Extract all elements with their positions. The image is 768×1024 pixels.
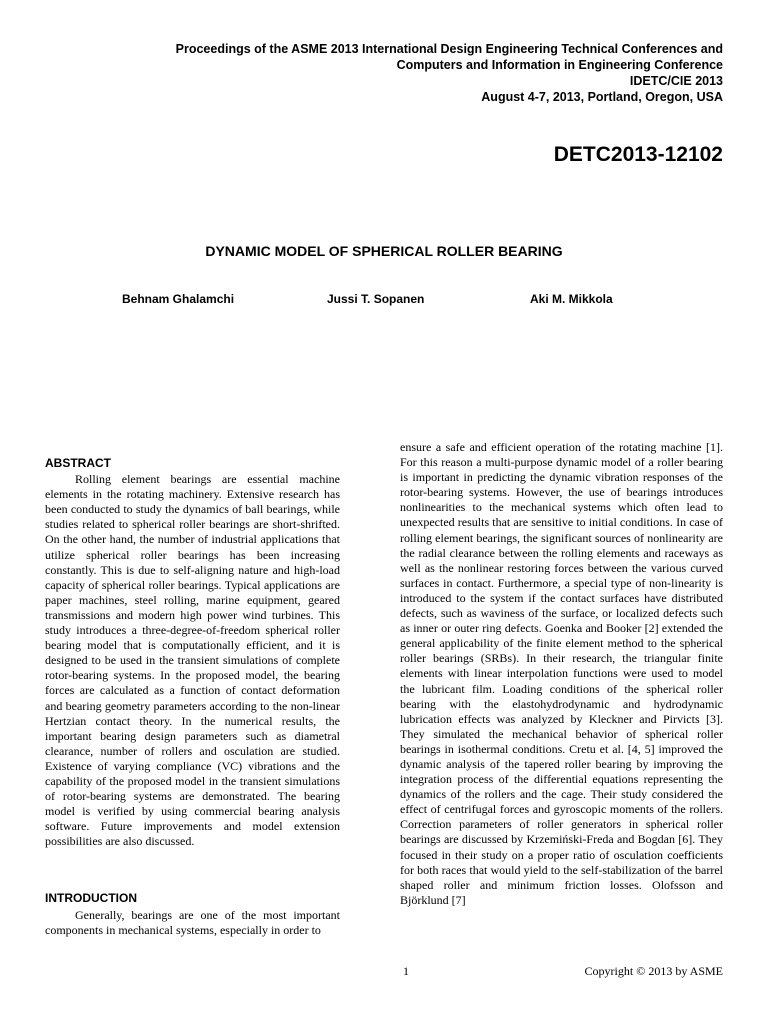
author-2: Jussi T. Sopanen: [327, 292, 425, 306]
right-column-text: ensure a safe and efficient operation of the rotating machine [1]. For this reason a multi-purpose dynamic model of a roller bearing is important in predicting the dynamic vibration responses of the rotor-bearing systems. However, the use of bearings introduces nonlinearities to the mechanical systems which often lead to unexpected results that are sensitive to initial conditions. In case of rolling element bearings, the significant sources of nonlinearity are the radial clearance between the rolling elements and raceways as well as the nonlinear restoring forces between the various curved surfaces in contact. Furthermore, a special type of non-linearity is introduced to the system if the contact surfaces have distributed defects, such as waviness of the surface, or localized defects such as inner or outer ring defects. Goenka and Booker [2] extended the general applicability of the finite element method to the spherical roller bearings (SRBs). In their research, the triangular finite elements with linear interpolation functions were used to model the lubricant film. Loading conditions of the spherical roller bearing with the elastohydrodynamic and hydrodynamic lubrication effects was analyzed by Kleckner and Pirvicts [3]. They simulated the mechanical behavior of spherical roller bearings in isothermal conditions. Cretu et al. [4, 5] improved the dynamic analysis of the tapered roller bearing by improving the integration process of the differential equations representing the dynamics of the rollers and the cage. Their study considered the effect of centrifugal forces and gyroscopic moments of the rollers. Correction parameters of roller generators in spherical roller bearings are discussed by Krzemiński-Freda and Bogdan [6]. They focused in their study on a proper ratio of osculation coefficients for both races that would yield to the self-stabilization of the barrel shaped roller and minimum friction losses. Olofsson and Björklund [7]: [400, 440, 723, 907]
right-column: [400, 440, 723, 908]
left-column: [45, 456, 340, 938]
paper-title: DYNAMIC MODEL OF SPHERICAL ROLLER BEARING: [205, 243, 563, 259]
copyright-notice: Copyright © 2013 by ASME: [584, 964, 723, 978]
introduction-heading: INTRODUCTION: [45, 891, 137, 906]
header-line-2: Computers and Information in Engineering Conference: [396, 58, 723, 72]
paper-id: DETC2013-12102: [553, 143, 723, 166]
abstract-heading: ABSTRACT: [45, 456, 111, 470]
header-line-4: August 4-7, 2013, Portland, Oregon, USA: [481, 90, 723, 104]
page-number: 1: [403, 964, 409, 978]
author-1: Behnam Ghalamchi: [122, 292, 235, 306]
header-line-1: Proceedings of the ASME 2013 International Design Engineering Technical Conferences and: [175, 42, 723, 56]
abstract-text: Rolling element bearings are essential machine elements in the rotating machinery. Extensive research has been conducted to study the dynamics of ball bearings, while studies related to spherical roller bearings are short-shrifted. On the other hand, the number of industrial applications that utilize spherical roller bearings has been increasing constantly. This is due to self-aligning nature and high-load capacity of spherical roller bearings. Typical applications are paper machines, steel rolling, marine equipment, geared transmissions and modern high power wind turbines. This study introduces a three-degree-of-freedom spherical roller bearing model that is computationally efficient, and it is designed to be used in the transient simulations of complete rotor-bearing systems. In the proposed model, the bearing forces are calculated as a function of contact deformation and bearing geometry parameters according to the non-linear Hertzian contact theory. In the numerical results, the important bearing design parameters such as diametral clearance, number of rollers and osculation are studied. Existence of varying compliance (VC) vibrations and the capability of the proposed model in the transient simulations of rotor-bearing systems are demonstrated. The bearing model is verified by using commercial bearing analysis software. Future improvements and model extension possibilities are also discussed.: [45, 472, 340, 849]
introduction-text: Generally, bearings are one of the most important components in mechanical systems, especially in order to: [45, 907, 340, 937]
conference-header: [103, 41, 723, 105]
author-3: Aki M. Mikkola: [530, 292, 613, 306]
header-line-3: IDETC/CIE 2013: [629, 74, 723, 88]
